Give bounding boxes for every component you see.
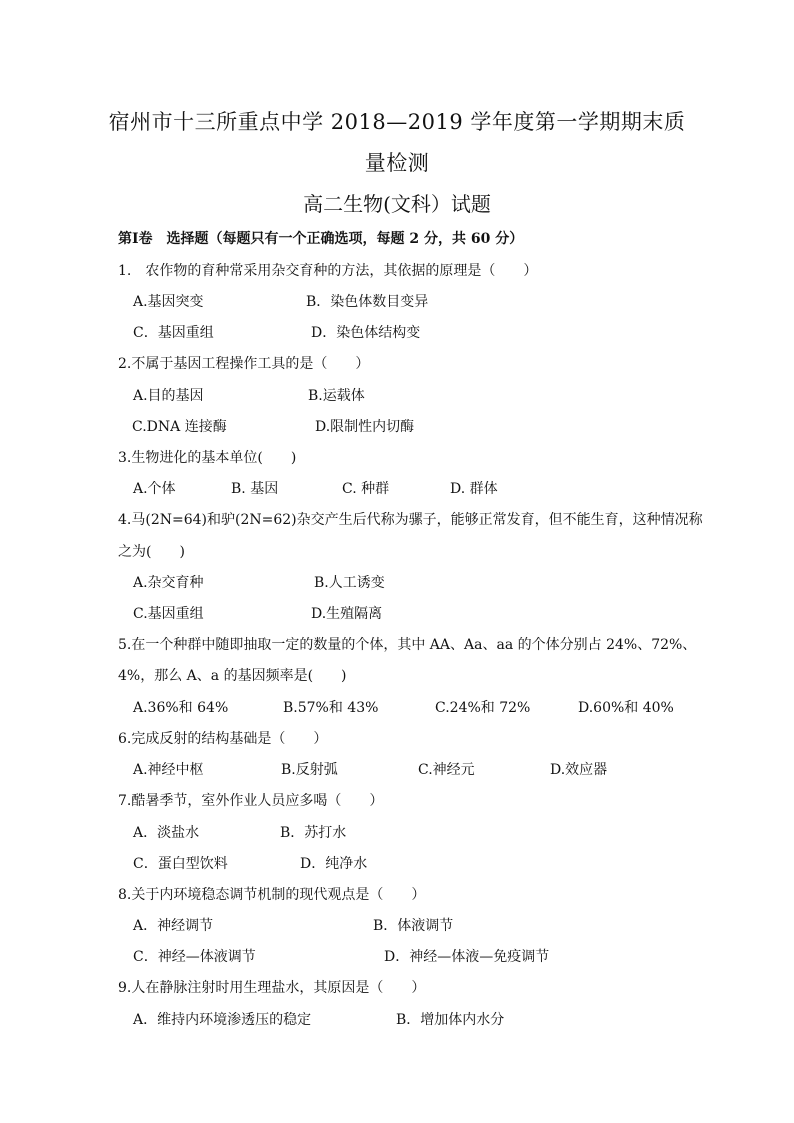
q6-option-d: D.效应器 (550, 762, 608, 778)
q2-option-d: D.限制性内切酶 (315, 419, 415, 435)
question-8-stem: 8.关于内环境稳态调节机制的现代观点是（ ） (118, 887, 426, 903)
exam-subtitle: 高二生物(文科）试题 (303, 192, 491, 216)
q4-option-d: D.生殖隔离 (311, 606, 383, 622)
q5-option-a: A.36%和 64% (133, 700, 229, 716)
q1-option-d: D．染色体结构变 (311, 325, 421, 341)
question-4-stem: 4.马(2N=64)和驴(2N=62)杂交产生后代称为骡子，能够正常发育，但不能生育，这种情况称 (118, 512, 703, 528)
q5-option-c: C.24%和 72% (435, 700, 531, 716)
q4-option-c: C.基因重组 (133, 606, 204, 622)
q8-option-b: B．体液调节 (373, 918, 454, 934)
question-7-stem: 7.酷暑季节，室外作业人员应多喝（ ） (118, 793, 384, 809)
q8-option-a: A．神经调节 (133, 918, 214, 934)
question-2-stem: 2.不属于基因工程操作工具的是（ ） (118, 356, 370, 372)
q8-option-d: D．神经—体液—免疫调节 (384, 949, 550, 965)
question-1-stem: 1. 农作物的育种常采用杂交育种的方法，其依据的原理是（ ） (118, 263, 538, 279)
q1-option-c: C．基因重组 (133, 325, 214, 341)
q9-option-a: A．维持内环境渗透压的稳定 (133, 1012, 312, 1028)
q2-option-b: B.运载体 (308, 388, 365, 404)
q7-option-c: C．蛋白型饮料 (133, 856, 228, 872)
q3-option-a: A.个体 (133, 481, 176, 497)
question-9-stem: 9.人在静脉注射时用生理盐水，其原因是（ ） (118, 980, 426, 996)
q1-option-a: A.基因突变 (133, 294, 204, 310)
exam-title-line-2: 量检测 (364, 151, 430, 175)
q2-option-c: C.DNA 连接酶 (132, 419, 227, 435)
exam-title-line-1: 宿州市十三所重点中学 2018—2019 学年度第一学期期末质 (108, 110, 686, 134)
q5-option-b: B.57%和 43% (283, 700, 379, 716)
question-3-stem: 3.生物进化的基本单位( ) (118, 450, 297, 466)
q3-option-d: D. 群体 (450, 481, 498, 497)
section-heading: 第Ⅰ卷 选择题（每题只有一个正确选项，每题 2 分，共 60 分） (118, 231, 524, 247)
q6-option-a: A.神经中枢 (133, 762, 204, 778)
q4-option-a: A.杂交育种 (133, 575, 204, 591)
q3-option-c: C. 种群 (342, 481, 390, 497)
q7-option-a: A．淡盐水 (133, 825, 200, 841)
question-6-stem: 6.完成反射的结构基础是（ ） (118, 731, 328, 747)
q5-option-d: D.60%和 40% (578, 700, 674, 716)
q7-option-b: B．苏打水 (280, 825, 347, 841)
q9-option-b: B．增加体内水分 (396, 1012, 505, 1028)
q2-option-a: A.目的基因 (133, 388, 204, 404)
q7-option-d: D．纯净水 (300, 856, 368, 872)
q6-option-c: C.神经元 (418, 762, 475, 778)
q3-option-b: B. 基因 (231, 481, 279, 497)
q4-option-b: B.人工诱变 (314, 575, 385, 591)
question-5-stem-cont: 4%，那么 A、a 的基因频率是( ) (118, 668, 347, 684)
q8-option-c: C．神经—体液调节 (133, 949, 256, 965)
question-4-stem-cont: 之为( ) (118, 544, 185, 560)
question-5-stem: 5.在一个种群中随即抽取一定的数量的个体，其中 AA、Aa、aa 的个体分别占 24%、72%、 (118, 637, 697, 653)
q6-option-b: B.反射弧 (281, 762, 338, 778)
q1-option-b: B．染色体数目变异 (306, 294, 429, 310)
